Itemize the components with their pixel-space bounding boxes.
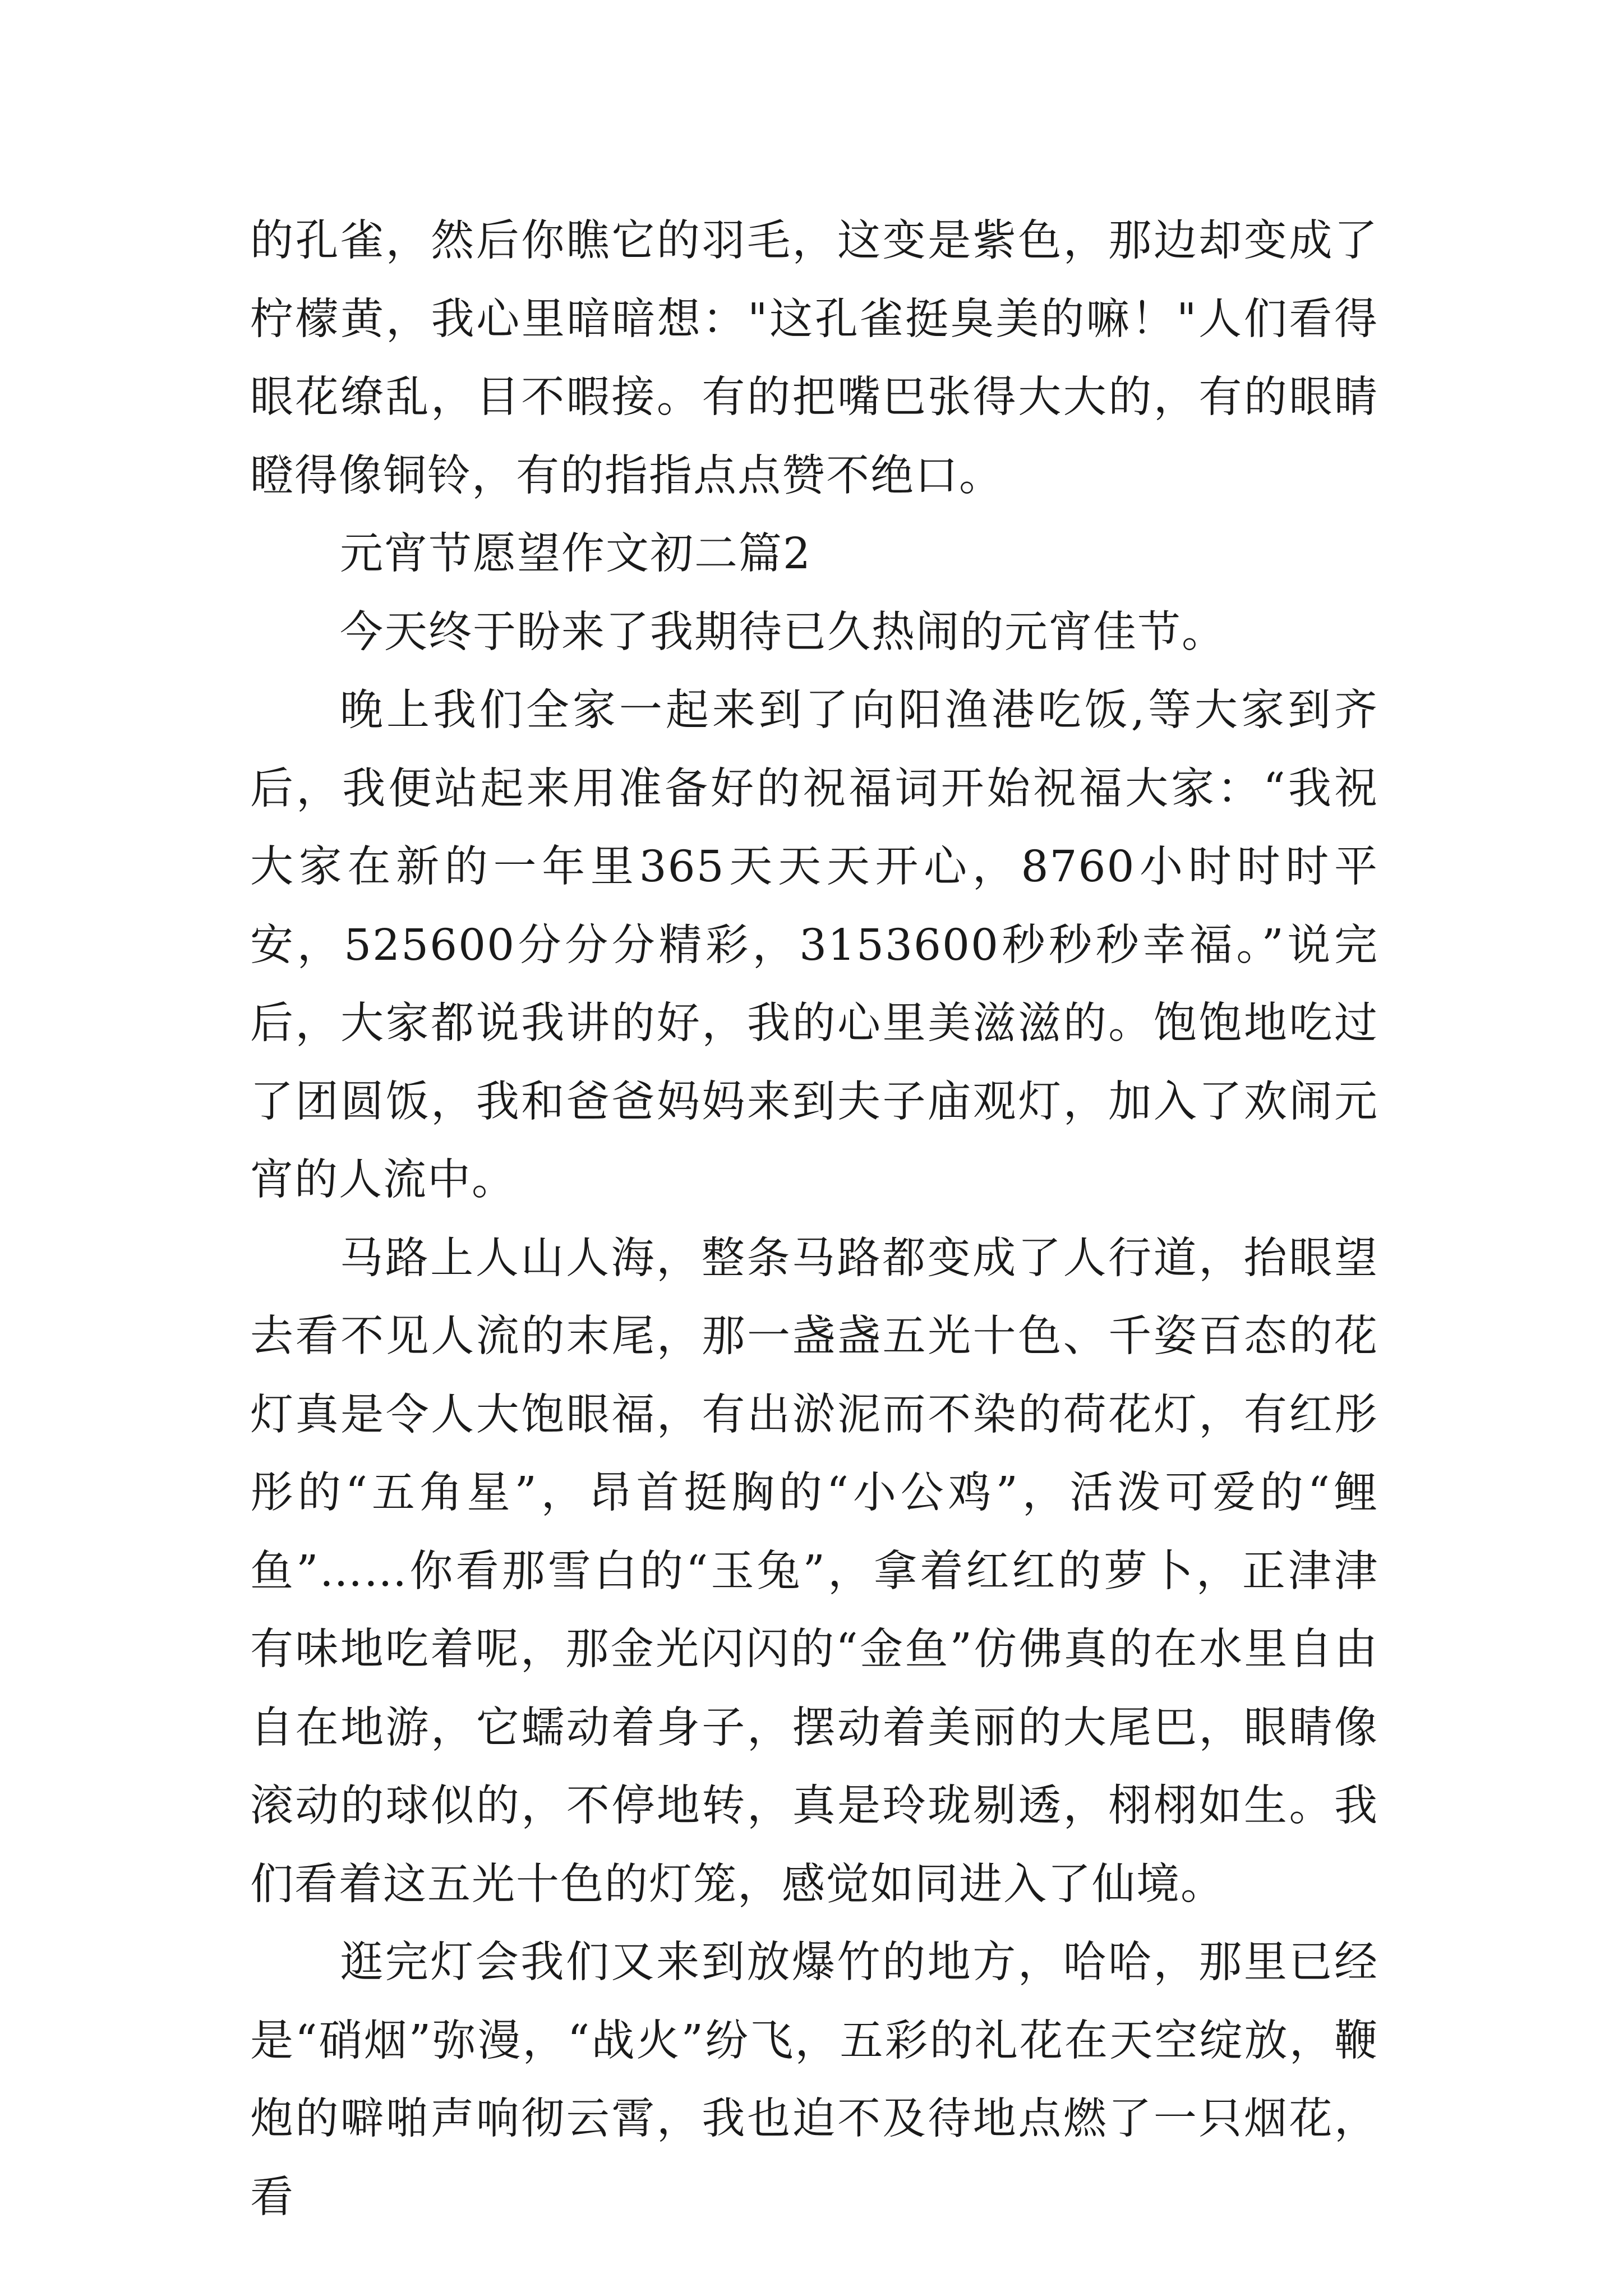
- paragraph: 晚上我们全家一起来到了向阳渔港吃饭,等大家到齐后，我便站起来用准备好的祝福词开始祝福大家：“我祝大家在新的一年里365天天天开心，8760小时时时平安，525600分分分精彩，3153600秒秒秒幸福。”说完后，大家都说我讲的好，我的心里美滋滋的。饱饱地吃过了团圆饭，我和爸爸妈妈来到夫子庙观灯，加入了欢闹元宵的人流中。: [250, 685, 1378, 1205]
- paragraph-continuation: 的孔雀，然后你瞧它的羽毛，这变是紫色，那边却变成了柠檬黄，我心里暗暗想："这孔雀挺臭美的嘛！"人们看得眼花缭乱，目不暇接。有的把嘴巴张得大大的，有的眼睛瞪得像铜铃，有的指指点点赞不绝口。: [250, 216, 1378, 501]
- paragraph: 马路上人山人海，整条马路都变成了人行道，抬眼望去看不见人流的末尾，那一盏盏五光十色、千姿百态的花灯真是令人大饱眼福，有出淤泥而不染的荷花灯，有红彤彤的“五角星”，昂首挺胸的“小公鸡”，活泼可爱的“鲤鱼”……你看那雪白的“玉兔”，拿着红红的萝卜，正津津有味地吃着呢，那金光闪闪的“金鱼”仿佛真的在水里自由自在地游，它蠕动着身子，摆动着美丽的大尾巴，眼睛像滚动的球似的，不停地转，真是玲珑剔透，栩栩如生。我们看着这五光十色的灯笼，感觉如同进入了仙境。: [250, 1233, 1378, 1910]
- paragraph: 逛完灯会我们又来到放爆竹的地方，哈哈，那里已经是“硝烟”弥漫，“战火”纷飞，五彩的礼花在天空绽放，鞭炮的噼啪声响彻云霄，我也迫不及待地点燃了一只烟花，看: [250, 1938, 1378, 2223]
- document-body: [250, 202, 1378, 2237]
- section-heading: 元宵节愿望作文初二篇2: [340, 529, 811, 579]
- paragraph: 今天终于盼来了我期待已久热闹的元宵佳节。: [340, 607, 1226, 657]
